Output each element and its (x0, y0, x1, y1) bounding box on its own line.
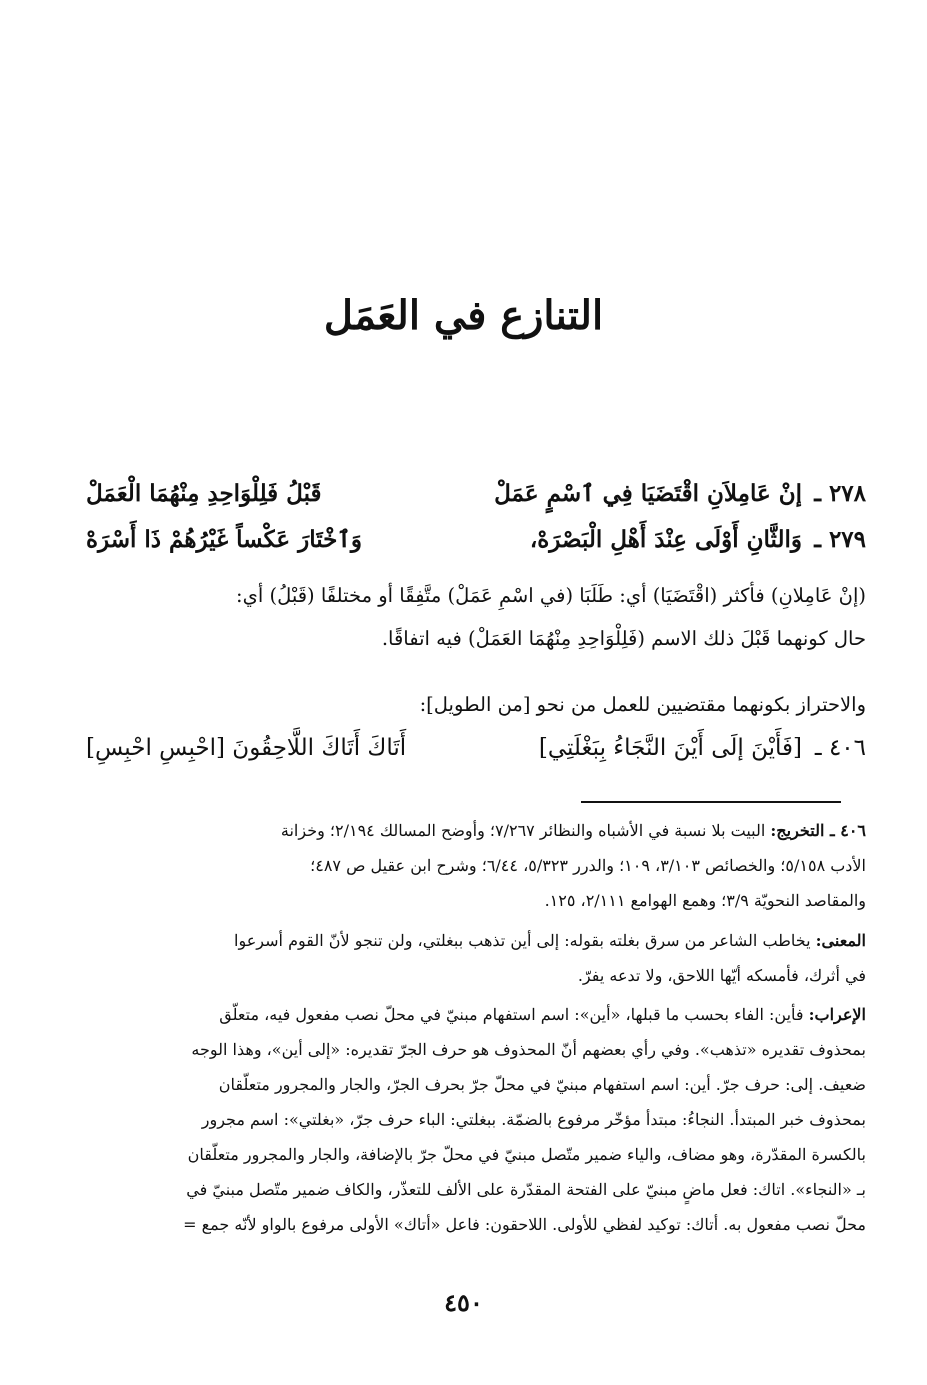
footnote-takhrij (86, 813, 866, 918)
verse-first-hemistich: وَالثَّانِ أَوْلَى عِنْدَ أَهْلِ الْبَصْرَهْ، (529, 526, 802, 553)
verse-second-hemistich: قَبْلُ فَلِلْوَاحِدِ مِنْهُمَا الْعَمَلْ (86, 480, 322, 507)
intro-text: والاحتراز بكونهما مقتضيين للعمل من نحو [من الطويل]: (419, 693, 866, 716)
commentary-line: (إنْ عَامِلانِ) فأكثر (اقْتَضَيَا) أي: طَلَبَا (في اسْمِ عَمَلْ) متَّفِقًا أو مختلفًا (قَبْلُ) أي: (236, 584, 866, 607)
footnote-text: بالكسرة المقدّرة، وهو مضاف، والياء ضمير متّصل مبنيّ في محلّ جرّ بالإضافة، والجار والمجرور متعلّقان (187, 1145, 866, 1164)
footnote-label: المعنى: (815, 931, 866, 950)
footnote-maana (86, 923, 866, 993)
verse-second-hemistich: وَٱخْتَارَ عَكْساً غَيْرُهُمْ ذَا أَسْرَهْ (86, 526, 362, 553)
example-verse-406 (86, 735, 866, 775)
footnote-label: الإعراب: (808, 1005, 866, 1024)
footnote-text: يخاطب الشاعر من سرق بغلته بقوله: إلى أين تذهب ببغلتي، ولن تنجو لأنّ القوم أسرعوا (234, 931, 811, 950)
footnote-text: بمحذوف خبر المبتدأ. النجاءُ: مبتدأ مؤخّر مرفوع بالضمّة. ببغلتي: الباء حرف جرّ، «بغلتي»: اسم مجرور (201, 1110, 866, 1129)
footnote-text: فأين: الفاء بحسب ما قبلها، «أين»: اسم استفهام مبنيّ في محلّ نصب مفعول فيه، متعلّق (219, 1005, 804, 1024)
verse-number: ٤٠٦ ـ (814, 735, 866, 761)
verse-first-hemistich: إنْ عَامِلاَنِ اقْتَضَيَا فِي ٱسْمٍ عَمَلْ (494, 480, 802, 507)
commentary-line: حال كونهما قَبْلَ ذلك الاسم (فَلِلْوَاحِدِ مِنْهُمَا العَمَلْ) فيه اتفاقًا. (381, 627, 866, 650)
verse-278 (86, 480, 866, 520)
footnote-irab (86, 997, 866, 1242)
verse-second-hemistich: أَتَاكَ أَتَاكَ اللَّاحِقُونَ [احْبِسِ احْبِسِ] (86, 735, 407, 761)
verse-number: ٢٧٩ ـ (814, 526, 866, 553)
footnote-text: والمقاصد النحويّة ٣/٩؛ وهمع الهوامع ٢/١١١، ١٢٥. (544, 891, 866, 910)
footnote-text: محلّ نصب مفعول به. أتاك: توكيد لفظي للأولى. اللاحقون: فاعل «أتاك» الأولى مرفوع بالواو لأنّه جمع = (183, 1215, 866, 1234)
footnote-text: في أثرك، فأمسكه أيّها اللاحق، ولا تدعه يفرّ. (577, 966, 866, 985)
footnote-text: البيت بلا نسبة في الأشباه والنظائر ٧/٢٦٧؛ وأوضح المسالك ٢/١٩٤؛ وخزانة (280, 821, 766, 840)
footnote-text: ضعيف. إلى: حرف جرّ. أين: اسم استفهام مبنيّ في محلّ جرّ بحرف الجرّ، والجار والمجرور متعلّقان (218, 1075, 866, 1094)
verse-first-hemistich: [فَأَيْنَ إلَى أَيْنَ النَّجَاءُ بِبَغْلَتِي] (538, 735, 802, 761)
footnote-label: ٤٠٦ ـ التخريج: (770, 821, 866, 840)
page-number: ٤٥٠ (444, 1288, 483, 1317)
commentary-paragraph (86, 574, 866, 660)
intro-line (86, 683, 866, 726)
chapter-title: التنازع في العَمَل (323, 292, 604, 339)
footnote-divider (581, 801, 841, 803)
footnote-text: الأدب ٥/١٥٨؛ والخصائص ٣/١٠٣، ١٠٩؛ والدرر ٥/٣٢٣، ٦/٤٤؛ وشرح ابن عقيل ص ٤٨٧؛ (310, 856, 866, 875)
footnote-text: بـ «النجاء». اتاك: فعل ماضٍ مبنيّ على الفتحة المقدّرة على الألف للتعذّر، والكاف ضمير متّصل مبنيّ في (186, 1180, 866, 1199)
verse-279 (86, 526, 866, 566)
footnote-text: بمحذوف تقديره «تذهب». وفي رأي بعضهم أنّ المحذوف هو حرف الجرّ تقديره: «إلى أين»، وهذا الوجه (191, 1040, 866, 1059)
verse-number: ٢٧٨ ـ (814, 480, 866, 507)
